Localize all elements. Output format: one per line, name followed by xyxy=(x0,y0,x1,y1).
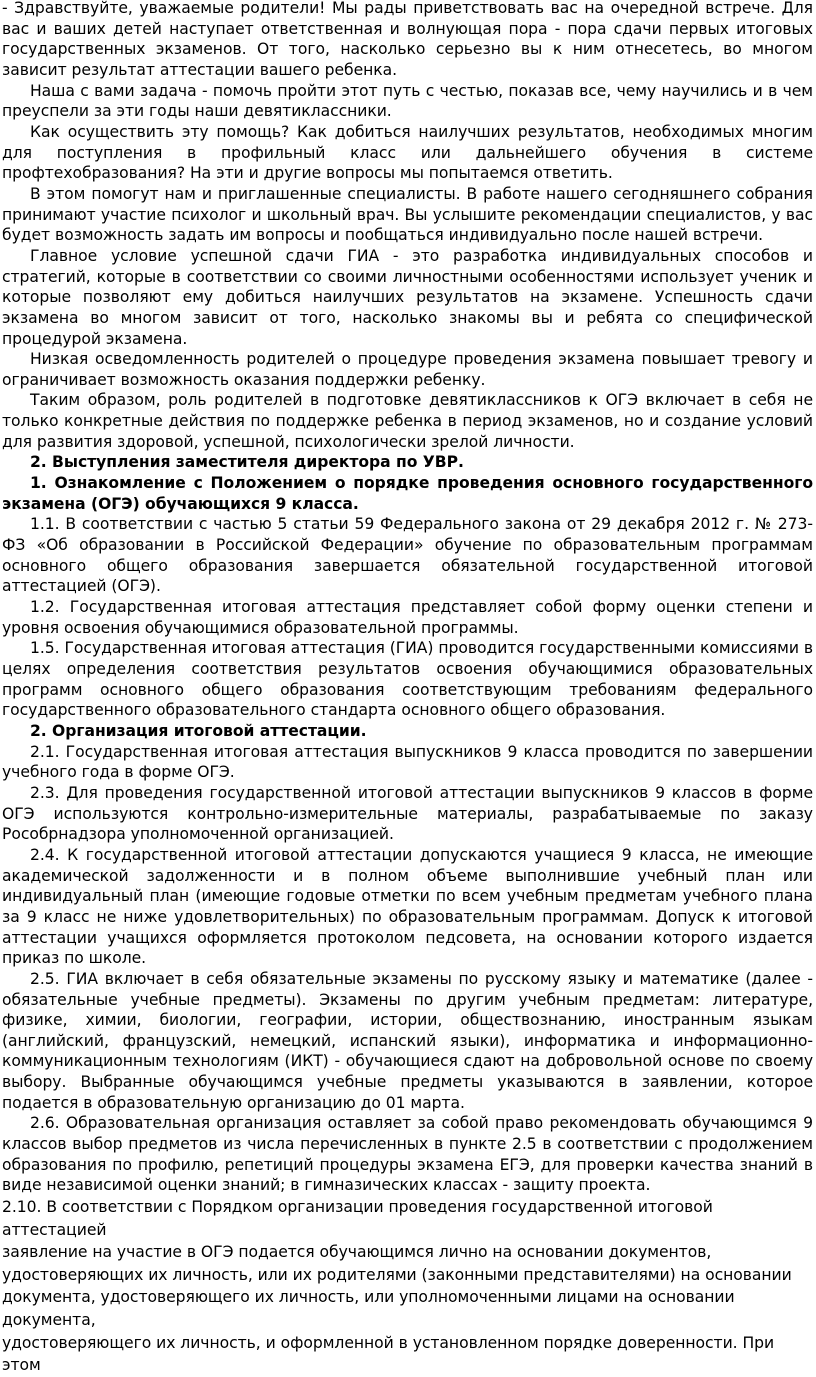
clause-2-10-line: документа, удостоверяющего их личность, или уполномоченными лицами на основании документа, xyxy=(2,1288,735,1330)
clause-2-6: 2.6. Образовательная организация оставляет за собой право рекомендовать обучающимся 9 классов выбор предметов из числа перечисленных в пункте 2.5 в соответствии с продолжением образования по профилю, репетиций процедуры экзамена ЕГЭ, для проверки качества знаний в виде независимой оценки знаний; в гимназических классах - защиту проекта. xyxy=(2,1114,813,1195)
clause-2-10-line: удостоверяющих их личность, или их родителями (законными представителями) на основании xyxy=(2,1265,792,1284)
help-question-paragraph: Как осуществить эту помощь? Как добиться наилучших результатов, необходимых многим для поступления в профильный класс или дальнейшего обучения в системе профтехобразования? На эти и другие вопросы мы попытаемся ответить. xyxy=(2,122,813,183)
clause-1-2: 1.2. Государственная итоговая аттестация представляет собой форму оценки степени и уровня освоения обучающимися образовательной программы. xyxy=(2,598,813,637)
clause-1-5: 1.5. Государственная итоговая аттестация (ГИА) проводится государственными комиссиями в целях определения соответствия результатов освоения обучающимися образовательных программ основного общего образования соответствующим требованиям федерального государственного образовательного стандарта основного общего образования. xyxy=(2,639,813,720)
regulation-heading: 1. Ознакомление с Положением о порядке проведения основного государственного экзамена (ОГЭ) обучающихся 9 класса. xyxy=(2,474,813,513)
clause-2-10-line: удостоверяющего их личность, и оформленной в установленном порядке доверенности. При этом xyxy=(2,1333,775,1375)
parents-role-paragraph: Таким образом, роль родителей в подготовке девятиклассников к ОГЭ включает в себя не только конкретные действия по поддержке ребенка в период экзаменов, но и создание условий для развития здоровой, успешной, психологически зрелой личности. xyxy=(2,391,813,451)
clause-2-10-line: заявление на участие в ОГЭ подается обучающимся лично на основании документов, xyxy=(2,1243,712,1262)
clause-2-1: 2.1. Государственная итоговая аттестация выпускников 9 класса проводится по завершении учебного года в форме ОГЭ. xyxy=(2,742,813,782)
task-paragraph: Наша с вами задача - помочь пройти этот путь с честью, показав все, чему научились и в чем преуспели за эти годы наши девятиклассники. xyxy=(2,81,813,121)
document-page xyxy=(2,0,813,1377)
clause-2-4: 2.4. К государственной итоговой аттестации допускаются учащиеся 9 класса, не имеющие академической задолженности и в полном объеме выполнившие учебный план или индивидуальный план (имеющие годовые отметки по всем учебным предметам учебного плана за 9 класс не ниже удовлетворительных) по образовательным программам. Допуск к итоговой аттестации учащихся оформляется протоколом педсовета, на основании которого издается приказ по школе. xyxy=(2,845,813,968)
clause-2-10-line: 2.10. В соответствии с Порядком организации проведения государственной итоговой аттестацией xyxy=(2,1198,713,1239)
clause-2-3: 2.3. Для проведения государственной итоговой аттестации выпускников 9 классов в форме ОГЭ используются контрольно-измерительные материалы, разрабатываемые по заказу Рособрнадзора уполномоченной организацией. xyxy=(2,783,813,844)
awareness-paragraph: Низкая осведомленность родителей о процедуре проведения экзамена повышает тревогу и ограничивает возможность оказания поддержки ребенку. xyxy=(2,350,813,389)
main-condition-paragraph: Главное условие успешной сдачи ГИА - это разработка индивидуальных способов и стратегий, которые в соответствии со своими личностными особенностями использует ученик и которые позволяют ему добиться наилучших результатов на экзамене. Успешность сдачи экзамена во многом зависит от того, насколько знакомы вы и ребята со специфической процедурой экзамена. xyxy=(2,246,813,348)
greeting-paragraph: - Здравствуйте, уважаемые родители! Мы рады приветствовать вас на очередной встрече. Для вас и ваших детей наступает ответственная и волнующая пора - пора сдачи первых итоговых государственных экзаменов. От того, насколько серьезно вы к ним отнесетесь, во многом зависит результат аттестации вашего ребенка. xyxy=(2,0,813,79)
deputy-speech-heading: 2. Выступления заместителя директора по УВР. xyxy=(30,453,464,472)
clause-2-5: 2.5. ГИА включает в себя обязательные экзамены по русскому языку и математике (далее - обязательные учебные предметы). Экзамены по другим учебным предметам: литературе, физике, химии, биологии, географии, истории, обществознанию, иностранным языкам (английский, французский, немецкий, испанский языки), информатика и информационно-коммуникационным технологиям (ИКТ) - обучающиеся сдают на добровольной основе по своему выбору. Выбранные обучающимся учебные предметы указываются в заявлении, которое подается в образовательную организацию до 01 марта. xyxy=(2,969,813,1112)
clause-1-1: 1.1. В соответствии с частью 5 статьи 59 Федерального закона от 29 декабря 2012 г. № 273-ФЗ «Об образовании в Российской Федерации» обучение по образовательным программам основного общего образования завершается обязательной государственной итоговой аттестацией (ОГЭ). xyxy=(2,515,813,596)
organization-heading: 2. Организация итоговой аттестации. xyxy=(30,721,367,740)
specialists-paragraph: В этом помогут нам и приглашенные специалисты. В работе нашего сегодняшнего собрания принимают участие психолог и школьный врач. Вы услышите рекомендации специалистов, у вас будет возможность задать им вопросы и пообщаться индивидуально после нашей встречи. xyxy=(2,184,813,245)
